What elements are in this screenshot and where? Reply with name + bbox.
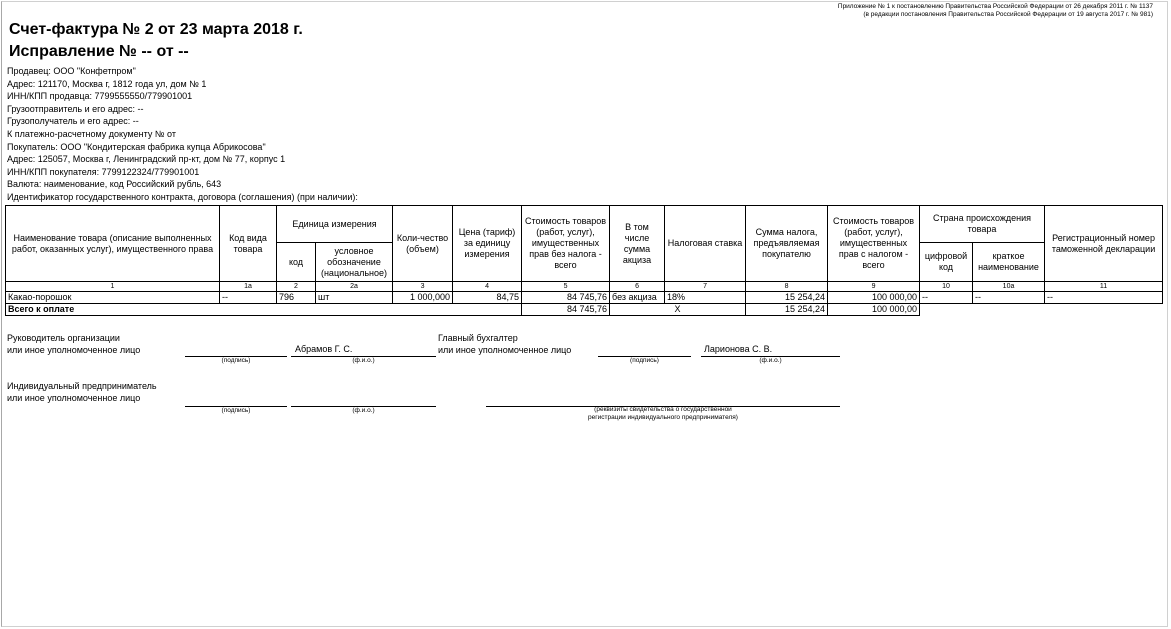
col-number: 2 <box>277 282 316 292</box>
cell-tax: 15 254,24 <box>746 292 828 304</box>
cell-rate: 18% <box>665 292 746 304</box>
buyer-inn: ИНН/КПП покупателя: 7799122324/779901001 <box>7 166 200 177</box>
header-cost-wo-tax: Стоимость товаров (работ, услуг), имущественных прав без налога - всего <box>522 206 610 282</box>
head-fio-caption: (ф.и.о.) <box>352 357 375 364</box>
col-number: 10а <box>973 282 1045 292</box>
contract-id: Идентификатор государственного контракта, договора (соглашения) (при наличии): <box>7 191 358 202</box>
head-label-1: Руководитель организации <box>7 333 120 343</box>
invoice-title: Счет-фактура № 2 от 23 марта 2018 г. <box>9 21 303 38</box>
currency: Валюта: наименование, код Российский рубль, 643 <box>7 179 222 190</box>
shipper: Грузоотправитель и его адрес: -- <box>7 103 144 114</box>
cell-price: 84,75 <box>453 292 522 304</box>
cell-country-name: -- <box>973 292 1045 304</box>
col-number: 6 <box>610 282 665 292</box>
cell-cost-wo-tax: 84 745,76 <box>522 292 610 304</box>
col-number: 8 <box>746 282 828 292</box>
total-row <box>6 304 1163 316</box>
accountant-signature-label <box>438 332 571 356</box>
header-country-code: цифровой код <box>920 243 973 282</box>
correction-title: Исправление № -- от -- <box>9 43 189 60</box>
ip-sign-caption: (подпись) <box>221 407 251 414</box>
header-unit-code: код <box>277 243 316 282</box>
col-number: 4 <box>453 282 522 292</box>
header-tax: Сумма налога, предъявляемая покупателю <box>746 206 828 282</box>
appendix-line-2: (в редакции постановления Правительства Российской Федерации от 19 августа 2017 г. № 981) <box>863 10 1153 18</box>
total-label: Всего к оплате <box>6 304 522 316</box>
ip-fio-caption: (ф.и.о.) <box>352 407 375 414</box>
total-empty <box>920 304 1163 316</box>
cell-name: Какао-порошок <box>6 292 220 304</box>
total-tax: 15 254,24 <box>746 304 828 316</box>
total-excise: X <box>610 304 746 316</box>
appendix-note <box>838 3 1153 18</box>
seller: Продавец: ООО "Конфетпром" <box>7 66 136 76</box>
consignee: Грузополучатель и его адрес: -- <box>7 116 139 127</box>
header-customs: Регистрационный номер таможенной декларации <box>1045 206 1163 282</box>
accountant-fio-caption: (ф.и.о.) <box>759 357 782 364</box>
invoice-table <box>5 205 1163 316</box>
head-name: Абрамов Г. С. <box>295 344 353 354</box>
ip-cert-caption-2: регистрации индивидуального предпринимателя) <box>588 413 738 421</box>
col-number: 3 <box>393 282 453 292</box>
ip-cert-caption-1: (реквизиты свидетельства о государственной <box>594 406 732 413</box>
col-number: 2а <box>316 282 393 292</box>
col-number: 1а <box>220 282 277 292</box>
cell-unit-name: шт <box>316 292 393 304</box>
col-number: 7 <box>665 282 746 292</box>
header-cost-w-tax: Стоимость товаров (работ, услуг), имущественных прав с налогом - всего <box>828 206 920 282</box>
ip-label-2: или иное уполномоченное лицо <box>7 393 141 403</box>
cell-unit-code: 796 <box>277 292 316 304</box>
ip-label-1: Индивидуальный предприниматель <box>7 381 157 391</box>
accountant-label-1: Главный бухгалтер <box>438 333 518 343</box>
accountant-label-2: или иное уполномоченное лицо <box>438 345 572 355</box>
header-unit-name: условное обозначение (национальное) <box>316 243 393 282</box>
header-country: Страна происхождения товара <box>920 206 1045 243</box>
payment-doc: К платежно-расчетному документу № от <box>7 128 176 139</box>
column-numbers-row <box>6 282 1163 292</box>
head-signature-label <box>7 332 140 356</box>
header-qty: Коли-чество (объем) <box>393 206 453 282</box>
ip-certificate-caption <box>486 406 840 421</box>
col-number: 1 <box>6 282 220 292</box>
header-country-name: краткое наименование <box>973 243 1045 282</box>
buyer-address: Адрес: 125057, Москва г, Ленинградский пр-кт, дом № 77, корпус 1 <box>7 154 286 165</box>
seller-address: Адрес: 121170, Москва г, 1812 года ул, дом № 1 <box>7 78 207 89</box>
col-number: 5 <box>522 282 610 292</box>
header-kind-code: Код вида товара <box>220 206 277 282</box>
header-price: Цена (тариф) за единицу измерения <box>453 206 522 282</box>
total-cost-w-tax: 100 000,00 <box>828 304 920 316</box>
cell-customs: -- <box>1045 292 1163 304</box>
buyer: Покупатель: ООО "Кондитерская фабрика купца Абрикосова" <box>7 141 266 152</box>
cell-excise: без акциза <box>610 292 665 304</box>
header-unit: Единица измерения <box>277 206 393 243</box>
party-info <box>7 65 358 204</box>
accountant-name: Ларионова С. В. <box>704 344 773 354</box>
accountant-sign-caption: (подпись) <box>630 357 659 364</box>
table-row <box>6 292 1163 304</box>
ip-signature-label <box>7 380 157 404</box>
col-number: 9 <box>828 282 920 292</box>
header-excise: В том числе сумма акциза <box>610 206 665 282</box>
appendix-line-1: Приложение № 1 к постановлению Правительства Российской Федерации от 26 декабря 2011 г. № 1137 <box>837 3 1153 10</box>
cell-qty: 1 000,000 <box>393 292 453 304</box>
head-label-2: или иное уполномоченное лицо <box>7 345 141 355</box>
header-rate: Налоговая ставка <box>665 206 746 282</box>
cell-cost-w-tax: 100 000,00 <box>828 292 920 304</box>
cell-country-code: -- <box>920 292 973 304</box>
head-sign-caption: (подпись) <box>221 357 251 364</box>
col-number: 10 <box>920 282 973 292</box>
col-number: 11 <box>1045 282 1163 292</box>
cell-kind-code: -- <box>220 292 277 304</box>
header-name: Наименование товара (описание выполненных работ, оказанных услуг), имущественного права <box>6 206 220 282</box>
total-cost-wo-tax: 84 745,76 <box>522 304 610 316</box>
seller-inn: ИНН/КПП продавца: 7799555550/779901001 <box>7 91 193 102</box>
